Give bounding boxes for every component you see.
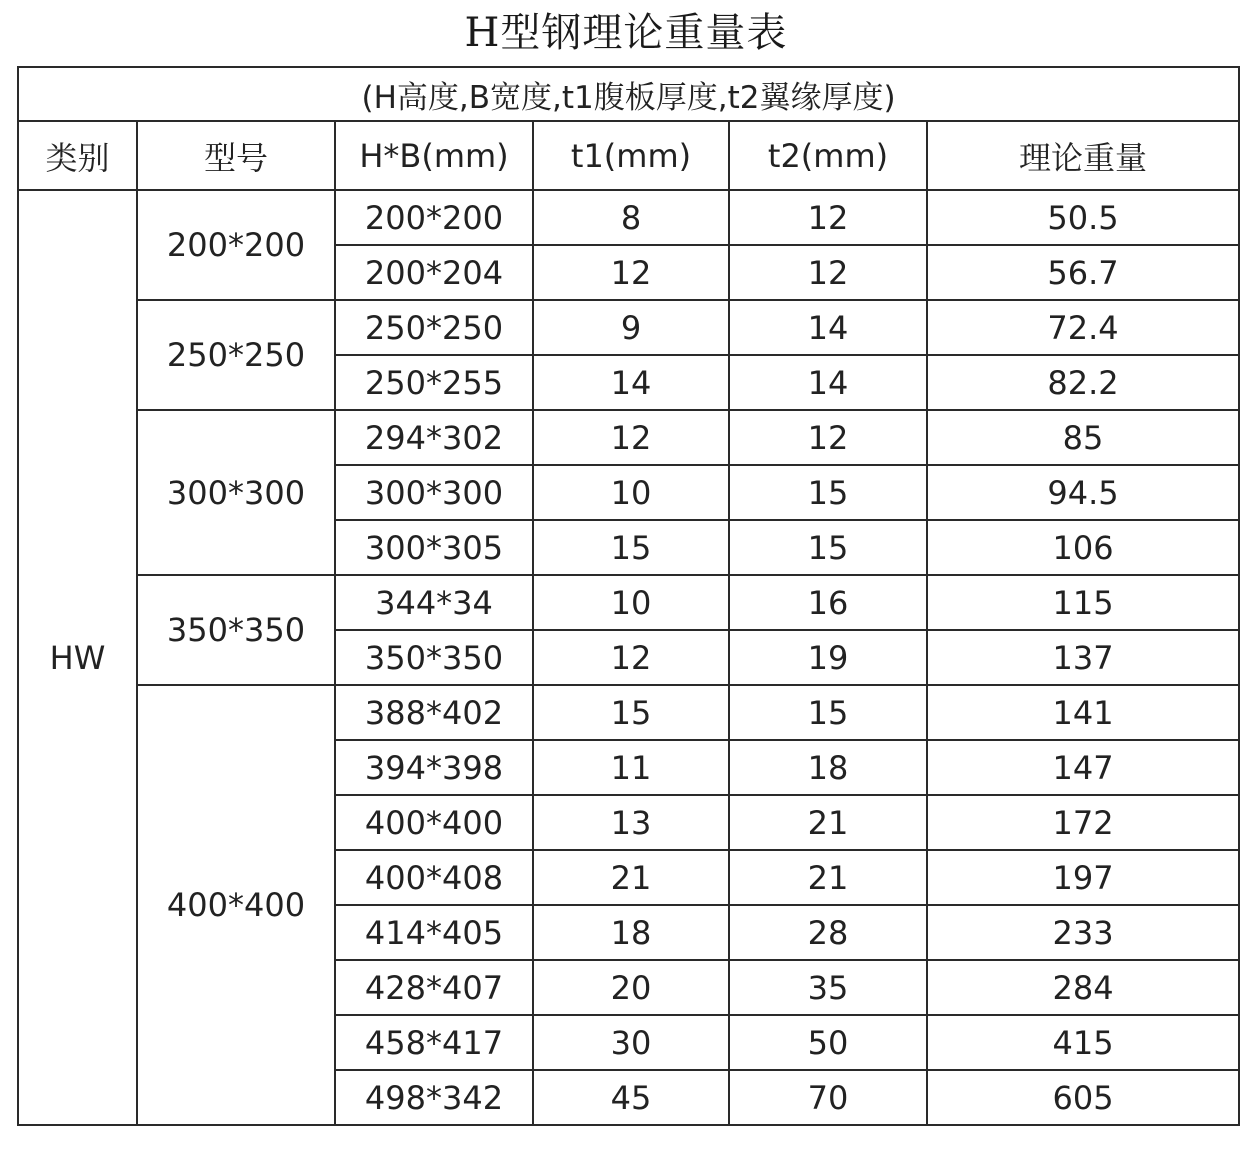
hb-cell: 388*402 <box>335 685 533 740</box>
subtitle-row <box>18 67 1239 121</box>
hb-cell: 400*400 <box>335 795 533 850</box>
t1-cell: 13 <box>533 795 729 850</box>
hb-cell: 344*34 <box>335 575 533 630</box>
hb-cell: 294*302 <box>335 410 533 465</box>
header-t2: t2(mm) <box>729 121 927 190</box>
t2-cell: 12 <box>729 245 927 300</box>
weight-cell: 147 <box>927 740 1239 795</box>
model-cell: 200*200 <box>137 190 335 300</box>
t2-cell: 50 <box>729 1015 927 1070</box>
model-cell: 300*300 <box>137 410 335 575</box>
weight-cell: 72.4 <box>927 300 1239 355</box>
hb-cell: 414*405 <box>335 905 533 960</box>
t2-cell: 15 <box>729 685 927 740</box>
t1-cell: 9 <box>533 300 729 355</box>
t1-cell: 8 <box>533 190 729 245</box>
t2-cell: 21 <box>729 795 927 850</box>
weight-cell: 415 <box>927 1015 1239 1070</box>
model-cell: 350*350 <box>137 575 335 685</box>
weight-cell: 56.7 <box>927 245 1239 300</box>
header-weight: 理论重量 <box>927 121 1239 190</box>
weight-cell: 50.5 <box>927 190 1239 245</box>
t1-cell: 15 <box>533 685 729 740</box>
hb-cell: 458*417 <box>335 1015 533 1070</box>
header-row <box>18 121 1239 190</box>
header-model: 型号 <box>137 121 335 190</box>
t1-cell: 20 <box>533 960 729 1015</box>
hb-cell: 400*408 <box>335 850 533 905</box>
hb-cell: 250*255 <box>335 355 533 410</box>
table-subtitle: (H高度,B宽度,t1腹板厚度,t2翼缘厚度) <box>18 67 1239 121</box>
t2-cell: 28 <box>729 905 927 960</box>
hb-cell: 394*398 <box>335 740 533 795</box>
t2-cell: 15 <box>729 520 927 575</box>
header-hb: H*B(mm) <box>335 121 533 190</box>
hb-cell: 200*200 <box>335 190 533 245</box>
weight-cell: 82.2 <box>927 355 1239 410</box>
t1-cell: 30 <box>533 1015 729 1070</box>
t2-cell: 19 <box>729 630 927 685</box>
weight-cell: 94.5 <box>927 465 1239 520</box>
t1-cell: 21 <box>533 850 729 905</box>
t2-cell: 21 <box>729 850 927 905</box>
t2-cell: 12 <box>729 190 927 245</box>
hb-cell: 350*350 <box>335 630 533 685</box>
t2-cell: 14 <box>729 355 927 410</box>
t1-cell: 10 <box>533 465 729 520</box>
category-cell: HW <box>18 190 137 1125</box>
table-row <box>18 575 1239 630</box>
weight-cell: 141 <box>927 685 1239 740</box>
weight-cell: 115 <box>927 575 1239 630</box>
hb-cell: 200*204 <box>335 245 533 300</box>
t2-cell: 18 <box>729 740 927 795</box>
weight-cell: 233 <box>927 905 1239 960</box>
t1-cell: 45 <box>533 1070 729 1125</box>
t2-cell: 70 <box>729 1070 927 1125</box>
t1-cell: 12 <box>533 410 729 465</box>
t1-cell: 12 <box>533 245 729 300</box>
hb-cell: 250*250 <box>335 300 533 355</box>
hb-cell: 428*407 <box>335 960 533 1015</box>
model-cell: 250*250 <box>137 300 335 410</box>
t1-cell: 12 <box>533 630 729 685</box>
hb-cell: 300*300 <box>335 465 533 520</box>
header-category: 类别 <box>18 121 137 190</box>
hb-cell: 300*305 <box>335 520 533 575</box>
table-row <box>18 685 1239 740</box>
table-row <box>18 190 1239 245</box>
table-row <box>18 300 1239 355</box>
t1-cell: 14 <box>533 355 729 410</box>
weight-cell: 172 <box>927 795 1239 850</box>
t1-cell: 11 <box>533 740 729 795</box>
t2-cell: 12 <box>729 410 927 465</box>
weight-cell: 137 <box>927 630 1239 685</box>
table-row <box>18 410 1239 465</box>
t2-cell: 35 <box>729 960 927 1015</box>
header-t1: t1(mm) <box>533 121 729 190</box>
t1-cell: 18 <box>533 905 729 960</box>
t2-cell: 14 <box>729 300 927 355</box>
t2-cell: 15 <box>729 465 927 520</box>
hb-cell: 498*342 <box>335 1070 533 1125</box>
weight-cell: 85 <box>927 410 1239 465</box>
t2-cell: 16 <box>729 575 927 630</box>
weight-cell: 106 <box>927 520 1239 575</box>
page-title: H型钢理论重量表 <box>464 10 788 56</box>
t1-cell: 10 <box>533 575 729 630</box>
model-cell: 400*400 <box>137 685 335 1125</box>
steel-weight-table <box>17 66 1240 1126</box>
weight-cell: 284 <box>927 960 1239 1015</box>
weight-cell: 197 <box>927 850 1239 905</box>
t1-cell: 15 <box>533 520 729 575</box>
weight-cell: 605 <box>927 1070 1239 1125</box>
